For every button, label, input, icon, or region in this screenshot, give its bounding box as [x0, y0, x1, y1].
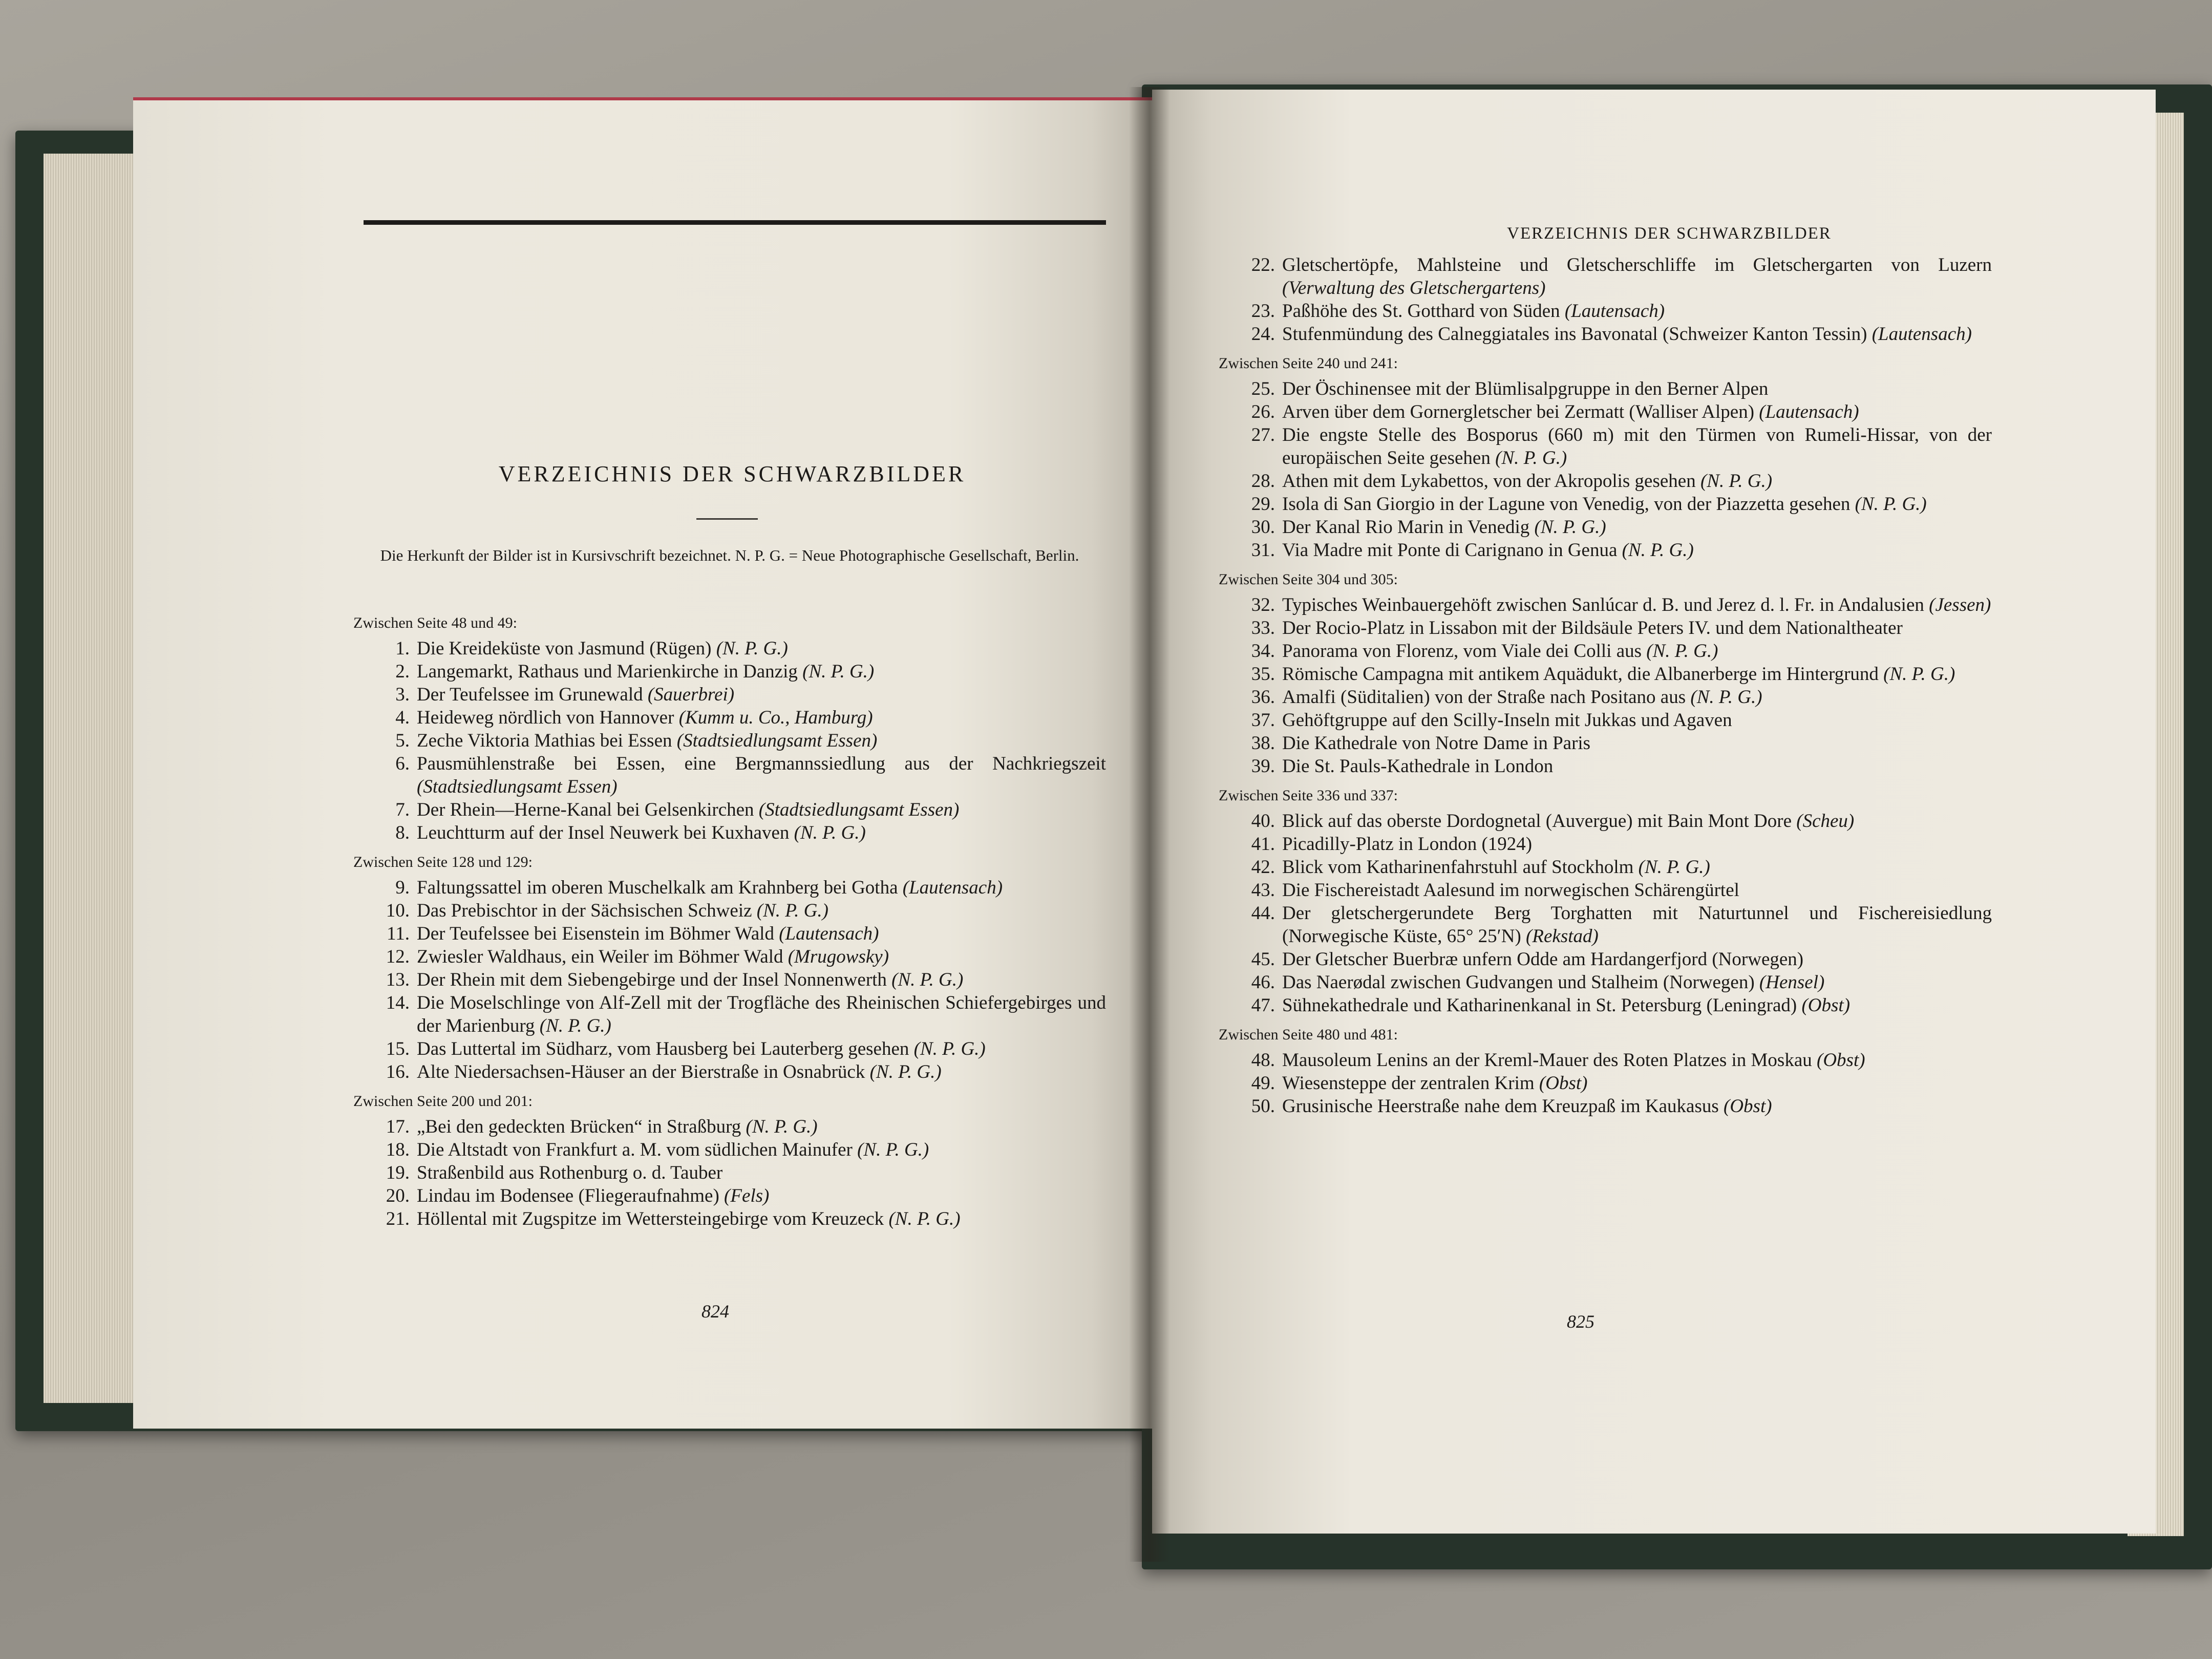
entry-source: (Kumm u. Co., Hamburg)	[678, 707, 873, 728]
entry-number: 28.	[1251, 471, 1275, 492]
entry-number: 8.	[395, 822, 410, 843]
entry-text	[417, 968, 1106, 991]
entry-number: 29.	[1251, 494, 1275, 515]
list-item	[1219, 810, 1992, 833]
list-item	[353, 876, 1106, 899]
entry-number: 49.	[1251, 1073, 1275, 1094]
entry-number: 21.	[386, 1208, 410, 1229]
entry-text	[1282, 856, 1992, 879]
entry-text	[1282, 948, 1992, 971]
list-item	[1219, 323, 1992, 346]
section-heading: Zwischen Seite 128 und 129:	[353, 854, 533, 870]
entry-number: 40.	[1251, 811, 1275, 832]
entry-text	[1282, 902, 1992, 948]
entry-number: 20.	[386, 1185, 410, 1206]
entry-title: Alte Niedersachsen-Häuser an der Bierstraße in Osnabrück	[417, 1061, 865, 1082]
entry-text	[1282, 686, 1992, 709]
list-item	[353, 637, 1106, 660]
entry-title: Die St. Pauls-Kathedrale in London	[1282, 756, 1554, 777]
list-item	[1219, 833, 1992, 856]
entry-title: Die engste Stelle des Bosporus (660 m) mit den Türmen von Rumeli-Hissar, von der europäischen Seite gesehen	[1282, 424, 1992, 469]
entry-source: (Stadtsiedlungsamt Essen)	[417, 776, 618, 797]
entry-title: „Bei den gedeckten Brücken“ in Straßburg	[417, 1116, 741, 1137]
entry-source: (Scheu)	[1796, 811, 1855, 832]
list-item	[1219, 879, 1992, 902]
entry-text	[1282, 516, 1992, 539]
entry-number: 3.	[395, 684, 410, 705]
list-item	[353, 968, 1106, 991]
entry-title: Panorama von Florenz, vom Viale dei Colli aus	[1282, 641, 1642, 662]
list-item	[1219, 470, 1992, 493]
page-title: VERZEICHNIS DER SCHWARZBILDER	[498, 461, 966, 486]
entry-number: 22.	[1251, 254, 1275, 275]
entry-source: (N. P. G.)	[539, 1015, 611, 1036]
entry-text	[1282, 470, 1992, 493]
entry-text	[417, 1207, 1106, 1230]
entry-source: (Stadtsiedlungsamt Essen)	[758, 799, 960, 820]
list-item	[1219, 253, 1992, 300]
entry-source: (Lautensach)	[1871, 324, 1972, 345]
entry-source: (Lautensach)	[779, 923, 879, 944]
list-item	[1219, 948, 1992, 971]
entry-text	[1282, 879, 1992, 902]
entry-title: Der Kanal Rio Marin in Venedig	[1282, 517, 1530, 538]
entry-source: (Obst)	[1539, 1073, 1588, 1094]
entry-text	[417, 683, 1106, 706]
entry-number: 2.	[395, 661, 410, 682]
entry-source: (N. P. G.)	[794, 822, 866, 843]
entry-title: Lindau im Bodensee (Fliegeraufnahme)	[417, 1185, 719, 1206]
list-item	[353, 821, 1106, 844]
entry-source: (N. P. G.)	[756, 900, 828, 921]
entry-text	[1282, 1095, 1992, 1118]
entry-source: (Mrugowsky)	[788, 946, 889, 967]
entry-text	[1282, 1072, 1992, 1095]
entry-text	[417, 637, 1106, 660]
entry-text	[417, 1060, 1106, 1083]
entry-source: (Sauerbrei)	[647, 684, 735, 705]
entry-number: 25.	[1251, 378, 1275, 399]
entry-number: 12.	[386, 946, 410, 967]
list-item	[1219, 755, 1992, 778]
entry-text	[417, 729, 1106, 752]
entry-text	[1282, 400, 1992, 423]
entry-number: 5.	[395, 730, 410, 751]
entry-source: (Hensel)	[1759, 972, 1825, 993]
entry-title: Gletschertöpfe, Mahlsteine und Gletscherschliffe im Gletschergarten von Luzern	[1282, 254, 1992, 275]
title-divider	[696, 518, 758, 520]
entry-text	[417, 945, 1106, 968]
entry-number: 1.	[395, 638, 410, 659]
entry-title: Via Madre mit Ponte di Carignano in Genua	[1282, 540, 1618, 561]
entry-text	[1282, 539, 1992, 562]
entry-title: Das Naerødal zwischen Gudvangen und Stalheim (Norwegen)	[1282, 972, 1755, 993]
list-item	[353, 922, 1106, 945]
entry-text	[417, 991, 1106, 1037]
list-item	[1219, 1049, 1992, 1072]
list-item	[353, 752, 1106, 798]
entry-number: 30.	[1251, 517, 1275, 538]
entry-number: 31.	[1251, 540, 1275, 561]
section-heading: Zwischen Seite 480 und 481:	[1219, 1026, 1398, 1043]
entry-title: Straßenbild aus Rothenburg o. d. Tauber	[417, 1162, 723, 1183]
entry-title: Der Rocio-Platz in Lissabon mit der Bildsäule Peters IV. und dem Nationaltheater	[1282, 618, 1903, 639]
entry-number: 33.	[1251, 618, 1275, 639]
entry-source: (N. P. G.)	[802, 661, 875, 682]
entry-text	[1282, 994, 1992, 1017]
entry-number: 11.	[387, 923, 410, 944]
entry-text	[417, 899, 1106, 922]
entry-number: 6.	[395, 753, 410, 774]
list-item	[1219, 377, 1992, 400]
entry-source: (N. P. G.)	[1690, 687, 1762, 708]
left-entry-list	[353, 605, 1106, 1230]
entry-title: Der Öschinensee mit der Blümlisalpgruppe in den Berner Alpen	[1282, 378, 1769, 399]
entry-number: 45.	[1251, 949, 1275, 970]
section-heading: Zwischen Seite 304 und 305:	[1219, 571, 1398, 588]
entry-source: (Verwaltung des Gletschergartens)	[1282, 278, 1546, 299]
list-item	[353, 1207, 1106, 1230]
entry-title: Blick auf das oberste Dordognetal (Auvergue) mit Bain Mont Dore	[1282, 811, 1792, 832]
entry-text	[417, 752, 1106, 798]
entry-title: Die Moselschlinge von Alf-Zell mit der Trogfläche des Rheinischen Schiefergebirges und der Marienburg	[417, 992, 1106, 1036]
entry-source: (N. P. G.)	[888, 1208, 961, 1229]
entry-text	[1282, 663, 1992, 686]
entry-number: 23.	[1251, 301, 1275, 322]
entry-number: 24.	[1251, 324, 1275, 345]
entry-text	[1282, 323, 1992, 346]
book-gutter	[1129, 87, 1170, 1562]
entry-text	[417, 1184, 1106, 1207]
entry-number: 43.	[1251, 880, 1275, 901]
section-heading: Zwischen Seite 240 und 241:	[1219, 355, 1398, 372]
entry-title: Picadilly-Platz in London (1924)	[1282, 834, 1533, 855]
list-item	[1219, 1095, 1992, 1118]
entry-source: (N. P. G.)	[1622, 540, 1694, 561]
top-rule	[364, 220, 1106, 225]
entry-title: Pausmühlenstraße bei Essen, eine Bergmannssiedlung aus der Nachkriegszeit	[417, 753, 1106, 774]
list-item	[1219, 640, 1992, 663]
entry-title: Isola di San Giorgio in der Lagune von Venedig, von der Piazzetta gesehen	[1282, 494, 1851, 515]
list-item	[1219, 423, 1992, 470]
entry-number: 38.	[1251, 733, 1275, 754]
entry-number: 4.	[395, 707, 410, 728]
entry-source: (N. P. G.)	[1855, 494, 1927, 515]
entry-source: (N. P. G.)	[1638, 857, 1710, 878]
right-entry-list	[1219, 253, 1992, 1118]
entry-source: (N. P. G.)	[891, 969, 964, 990]
entry-source: (N. P. G.)	[716, 638, 788, 659]
entry-title: Athen mit dem Lykabettos, von der Akropolis gesehen	[1282, 471, 1696, 492]
entry-source: (N. P. G.)	[1495, 448, 1567, 469]
entry-text	[417, 798, 1106, 821]
entry-number: 19.	[386, 1162, 410, 1183]
entry-text	[1282, 377, 1992, 400]
entry-text	[417, 876, 1106, 899]
entry-text	[417, 1115, 1106, 1138]
entry-source: (N. P. G.)	[869, 1061, 942, 1082]
entry-title: Zeche Viktoria Mathias bei Essen	[417, 730, 672, 751]
entry-text	[1282, 971, 1992, 994]
entry-text	[417, 660, 1106, 683]
entry-text	[1282, 423, 1992, 470]
entry-title: Paßhöhe des St. Gotthard von Süden	[1282, 301, 1560, 322]
list-item	[1219, 686, 1992, 709]
entry-source: (N. P. G.)	[1534, 517, 1606, 538]
entry-text	[1282, 616, 1992, 640]
list-item	[353, 1138, 1106, 1161]
entry-title: Das Prebischtor in der Sächsischen Schweiz	[417, 900, 752, 921]
entry-source: (Obst)	[1801, 995, 1851, 1016]
list-item	[353, 1037, 1106, 1060]
entry-title: Sühnekathedrale und Katharinenkanal in St. Petersburg (Leningrad)	[1282, 995, 1797, 1016]
entry-number: 37.	[1251, 710, 1275, 731]
entry-title: Langemarkt, Rathaus und Marienkirche in Danzig	[417, 661, 798, 682]
intro-note: Die Herkunft der Bilder ist in Kursivschrift bezeichnet. N. P. G. = Neue Photographische Gesellschaft, Berlin.	[380, 546, 1079, 564]
entry-source: (N. P. G.)	[1700, 471, 1773, 492]
entry-number: 15.	[386, 1038, 410, 1059]
entry-title: Der Teufelssee bei Eisenstein im Böhmer Wald	[417, 923, 774, 944]
entry-source: (Lautensach)	[902, 877, 1003, 898]
entry-source: (Lautensach)	[1564, 301, 1665, 322]
entry-title: Der Teufelssee im Grunewald	[417, 684, 643, 705]
entry-number: 50.	[1251, 1096, 1275, 1117]
list-item	[1219, 994, 1992, 1017]
entry-number: 47.	[1251, 995, 1275, 1016]
entry-title: Amalfi (Süditalien) von der Straße nach Positano aus	[1282, 687, 1686, 708]
entry-title: Der Rhein—Herne-Kanal bei Gelsenkirchen	[417, 799, 754, 820]
entry-text	[1282, 1049, 1992, 1072]
entry-title: Blick vom Katharinenfahrstuhl auf Stockholm	[1282, 857, 1634, 878]
entry-title: Der Gletscher Buerbræ unfern Odde am Hardangerfjord (Norwegen)	[1282, 949, 1804, 970]
list-item	[1219, 516, 1992, 539]
entry-title: Heideweg nördlich von Hannover	[417, 707, 674, 728]
list-item	[1219, 593, 1992, 616]
entry-title: Die Kreideküste von Jasmund (Rügen)	[417, 638, 712, 659]
entry-title: Der Rhein mit dem Siebengebirge und der Insel Nonnenwerth	[417, 969, 887, 990]
entry-text	[1282, 253, 1992, 300]
list-item	[1219, 616, 1992, 640]
list-item	[1219, 971, 1992, 994]
entry-title: Stufenmündung des Calneggiatales ins Bavonatal (Schweizer Kanton Tessin)	[1282, 324, 1867, 345]
entry-text	[1282, 755, 1992, 778]
entry-number: 44.	[1251, 903, 1275, 924]
entry-number: 13.	[386, 969, 410, 990]
list-item	[353, 683, 1106, 706]
entry-source: (Obst)	[1817, 1050, 1865, 1071]
entry-text	[1282, 833, 1992, 856]
entry-title: Faltungssattel im oberen Muschelkalk am Krahnberg bei Gotha	[417, 877, 898, 898]
entry-number: 10.	[386, 900, 410, 921]
entry-source: (N. P. G.)	[913, 1038, 986, 1059]
entry-title: Arven über dem Gornergletscher bei Zermatt (Walliser Alpen)	[1282, 401, 1755, 422]
list-item	[1219, 493, 1992, 516]
entry-source: (Jessen)	[1929, 594, 1991, 615]
entry-text	[417, 1161, 1106, 1184]
entry-source: (Rekstad)	[1526, 926, 1599, 947]
entry-title: Mausoleum Lenins an der Kreml-Mauer des Roten Platzes in Moskau	[1282, 1050, 1812, 1071]
entry-number: 41.	[1251, 834, 1275, 855]
section-heading: Zwischen Seite 200 und 201:	[353, 1093, 533, 1110]
list-item	[1219, 732, 1992, 755]
entry-number: 34.	[1251, 641, 1275, 662]
entry-number: 27.	[1251, 424, 1275, 445]
entry-title: Grusinische Heerstraße nahe dem Kreuzpaß im Kaukasus	[1282, 1096, 1719, 1117]
entry-text	[1282, 810, 1992, 833]
entry-title: Das Luttertal im Südharz, vom Hausberg bei Lauterberg gesehen	[417, 1038, 909, 1059]
entry-number: 18.	[386, 1139, 410, 1160]
list-item	[353, 660, 1106, 683]
section-heading: Zwischen Seite 48 und 49:	[353, 614, 517, 631]
entry-title: Die Altstadt von Frankfurt a. M. vom südlichen Mainufer	[417, 1139, 853, 1160]
entry-number: 48.	[1251, 1050, 1275, 1071]
entry-title: Typisches Weinbauergehöft zwischen Sanlúcar d. B. und Jerez d. l. Fr. in Andalusien	[1282, 594, 1924, 615]
entry-number: 14.	[386, 992, 410, 1013]
list-item	[1219, 663, 1992, 686]
page-edges-left	[44, 154, 146, 1403]
list-item	[1219, 902, 1992, 948]
list-item	[353, 991, 1106, 1037]
list-item	[1219, 856, 1992, 879]
entry-number: 36.	[1251, 687, 1275, 708]
entry-source: (N. P. G.)	[1646, 641, 1718, 662]
entry-number: 7.	[395, 799, 410, 820]
entry-number: 17.	[386, 1116, 410, 1137]
entry-title: Leuchtturm auf der Insel Neuwerk bei Kuxhaven	[417, 822, 790, 843]
entry-source: (N. P. G.)	[746, 1116, 818, 1137]
list-item	[1219, 400, 1992, 423]
entry-number: 39.	[1251, 756, 1275, 777]
list-item	[353, 706, 1106, 729]
entry-text	[1282, 732, 1992, 755]
entry-source: (N. P. G.)	[1883, 664, 1955, 685]
entry-source: (Stadtsiedlungsamt Essen)	[676, 730, 878, 751]
entry-text	[417, 922, 1106, 945]
list-item	[353, 798, 1106, 821]
list-item	[353, 1161, 1106, 1184]
entry-number: 35.	[1251, 664, 1275, 685]
entry-title: Gehöftgruppe auf den Scilly-Inseln mit Jukkas und Agaven	[1282, 710, 1732, 731]
entry-number: 26.	[1251, 401, 1275, 422]
entry-number: 46.	[1251, 972, 1275, 993]
list-item	[1219, 300, 1992, 323]
entry-text	[417, 821, 1106, 844]
page-number-left: 824	[701, 1301, 729, 1322]
section-heading: Zwischen Seite 336 und 337:	[1219, 787, 1398, 804]
entry-number: 9.	[395, 877, 410, 898]
entry-title: Der gletschergerundete Berg Torghatten mit Naturtunnel und Fischereisiedlung (Norwegische Küste, 65° 25′N)	[1282, 903, 1992, 947]
entry-title: Wiesensteppe der zentralen Krim	[1282, 1073, 1535, 1094]
entry-text	[1282, 593, 1992, 616]
entry-text	[417, 1138, 1106, 1161]
list-item	[353, 899, 1106, 922]
entry-text	[1282, 493, 1992, 516]
page-number-right: 825	[1567, 1311, 1594, 1332]
entry-text	[1282, 640, 1992, 663]
entry-number: 16.	[386, 1061, 410, 1082]
entry-number: 32.	[1251, 594, 1275, 615]
list-item	[353, 729, 1106, 752]
entry-title: Die Fischereistadt Aalesund im norwegischen Schärengürtel	[1282, 880, 1739, 901]
entry-title: Zwiesler Waldhaus, ein Weiler im Böhmer Wald	[417, 946, 783, 967]
entry-source: (Fels)	[724, 1185, 770, 1206]
entry-number: 42.	[1251, 857, 1275, 878]
list-item	[1219, 709, 1992, 732]
entry-title: Höllental mit Zugspitze im Wettersteingebirge vom Kreuzeck	[417, 1208, 884, 1229]
entry-title: Die Kathedrale von Notre Dame in Paris	[1282, 733, 1591, 754]
entry-text	[1282, 300, 1992, 323]
entry-text	[1282, 709, 1992, 732]
list-item	[353, 1184, 1106, 1207]
entry-text	[417, 1037, 1106, 1060]
list-item	[1219, 1072, 1992, 1095]
entry-source: (Obst)	[1724, 1096, 1772, 1117]
entry-text	[417, 706, 1106, 729]
list-item	[1219, 539, 1992, 562]
entry-source: (Lautensach)	[1759, 401, 1859, 422]
entry-source: (N. P. G.)	[857, 1139, 929, 1160]
list-item	[353, 1115, 1106, 1138]
entry-title: Römische Campagna mit antikem Aquädukt, die Albanerberge im Hintergrund	[1282, 664, 1879, 685]
list-item	[353, 1060, 1106, 1083]
list-item	[353, 945, 1106, 968]
running-head: VERZEICHNIS DER SCHWARZBILDER	[1507, 224, 1832, 243]
